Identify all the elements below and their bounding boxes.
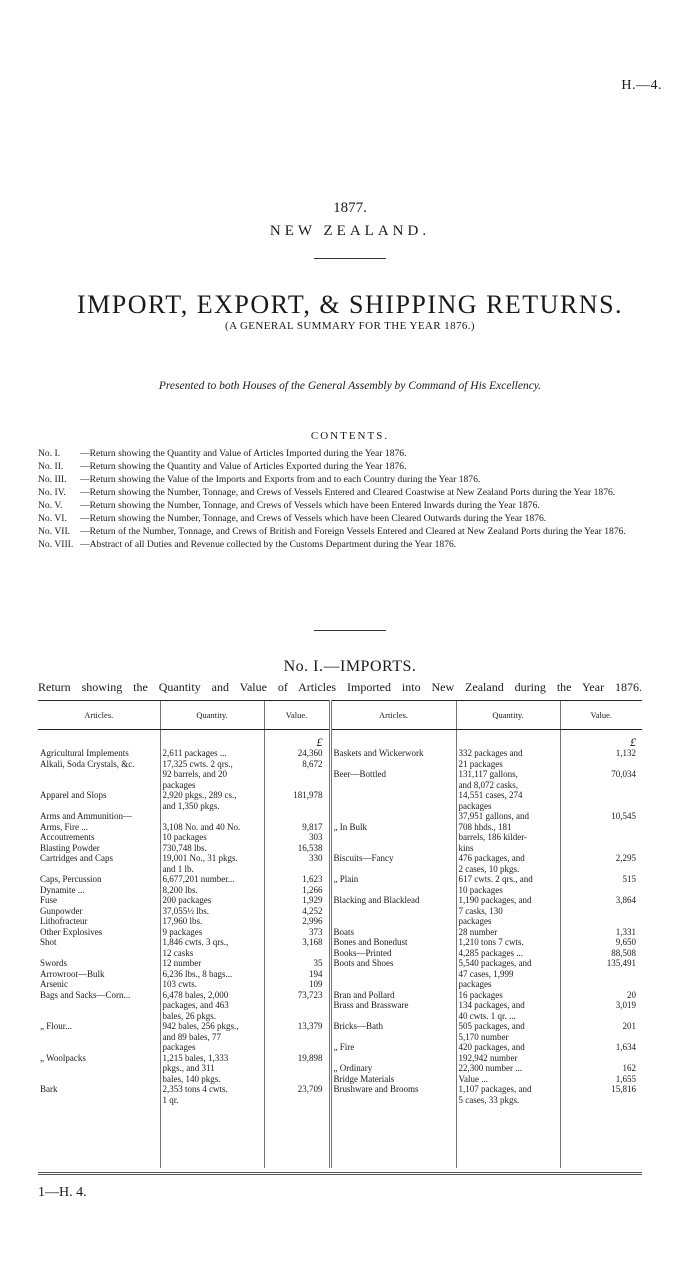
contents-item-text: —Return showing the Number, Tonnage, and Crews of Vessels which have been Cleared Outwards during the Year 1876. (80, 513, 547, 524)
contents-item-text: —Return showing the Number, Tonnage, and Crews of Vessels which have been Entered Inwards during the Year 1876. (80, 500, 540, 511)
table-bottom-rule (38, 1172, 642, 1175)
quantity-column-left: 2,611 packages ... 17,325 cwts. 2 qrs., 92 barrels, and 20 packages 2,920 pkgs., 289 cs., and 1,350 pkgs. 3,108 No. and 40 No. 10 packages 730,748 lbs. 19,001 No., 31 pkgs. and 1 lb. 6,677,201 number... 8,200 lbs. 200 packages 37,055½ lbs. 17,960 lbs. 9 packages 1,846 cwts. 3 qrs., 12 casks 12 number 6,236 lbs., 8 bags... 103 cwts. 6,478 bales, 2,000 packages, and 463 bales, 26 pkgs. 942 bales, 256 pkgs., and 89 bales, 77 packages 1,215 bales, 1,333 pkgs., and 311 bales, 140 pkgs. 2,353 tons 4 cwts. 1 qr. (160, 730, 264, 1169)
contents-item (38, 474, 642, 486)
column-header-value: Value. (264, 701, 330, 730)
value-column-left (264, 730, 330, 1169)
presentation-note: Presented to both Houses of the General Assembly by Command of His Excellency. (158, 380, 542, 392)
contents-item-number: No. I. (38, 448, 61, 459)
document-reference: H.—4. (621, 78, 662, 93)
contents-list (38, 448, 642, 552)
contents-item-number: No. VI. (38, 513, 67, 524)
contents-item-number: No. VII. (38, 526, 71, 537)
currency-symbol: £ (316, 735, 323, 749)
contents-item-number: No. II. (38, 461, 64, 472)
column-header-quantity: Quantity. (456, 701, 560, 730)
contents-item-text: —Return of the Number, Tonnage, and Crews of British and Foreign Vessels Entered and Cleared at New Zealand Ports during the Year 1876. (80, 526, 626, 537)
quantity-column-right: 332 packages and 21 packages 131,117 gallons, and 8,072 casks, 14,551 cases, 274 packages 37,951 gallons, and 708 hhds., 181 barrels, 186 kilder- kins 476 packages, and 2 cases, 10 pkgs. 617 cwts. 2 qrs., and 10 packages 1,190 packages, and 7 casks, 130 packages 28 number 1,210 tons 7 cwts. 4,285 packages ... 5,540 packages, and 47 cases, 1,999 packages 16 packages 134 packages, and 40 cwts. 1 qr. ... 505 packages, and 5,170 number 420 packages, and 192,942 number 22,300 number ... Value ... 1,107 packages, and 5 cases, 33 pkgs. (456, 730, 560, 1169)
page-subtitle: (A GENERAL SUMMARY FOR THE YEAR 1876.) (225, 320, 475, 332)
column-header-quantity: Quantity. (160, 701, 264, 730)
contents-item-text: —Return showing the Quantity and Value of Articles Exported during the Year 1876. (80, 461, 407, 472)
currency-symbol: £ (630, 735, 636, 749)
column-header-articles: Articles. (38, 701, 160, 730)
contents-item-number: No. IV. (38, 487, 66, 498)
sheet-signature: 1—H. 4. (38, 1185, 87, 1200)
table-row (38, 730, 642, 1169)
value-column-right-values: 1,132 70,034 10,545 2,295 515 3,864 1,331 9,650 88,508 135,491 20 3,019 201 1,634 162 1,655 15,816 (606, 748, 636, 1094)
contents-item (38, 448, 642, 460)
column-header-value: Value. (560, 701, 642, 730)
contents-item (38, 526, 642, 538)
value-column-left-values: 24,360 8,672 181,978 9,817 303 16,538 330 1,623 1,266 1,929 4,252 2,996 373 3,168 35 194 109 73,723 13,379 19,898 23,709 (293, 748, 323, 1094)
contents-item-number: No. III. (38, 474, 67, 485)
articles-column-right: Baskets and Wickerwork Beer—Bottled „ In Bulk Biscuits—Fancy „ Plain Blacking and Blacklead Boats Bones and Bonedust Books—Printed Boots and Shoes Bran and Pollard Brass and Brassware Bricks—Bath „ Fire „ Ordinary Bridge Materials Brushware and Brooms (330, 730, 456, 1169)
section-title: No. I.—IMPORTS. (283, 658, 417, 675)
contents-item-text: —Return showing the Quantity and Value of Articles Imported during the Year 1876. (80, 448, 407, 459)
divider (314, 630, 386, 631)
contents-item-text: —Abstract of all Duties and Revenue collected by the Customs Department during the Year 1876. (80, 539, 457, 550)
imports-table (38, 700, 642, 1168)
contents-heading: CONTENTS. (310, 430, 390, 442)
contents-item (38, 500, 642, 512)
page-title: IMPORT, EXPORT, & SHIPPING RETURNS. (76, 290, 624, 319)
column-header-articles: Articles. (330, 701, 456, 730)
country-heading: NEW ZEALAND. (269, 223, 431, 239)
document-year: 1877. (333, 200, 367, 216)
contents-item-text: —Return showing the Value of the Imports and Exports from and to each Country during the Year 1876. (80, 474, 481, 485)
contents-item (38, 461, 642, 473)
articles-column-left: Agricultural Implements Alkali, Soda Crystals, &c. Apparel and Slops Arms and Ammunition— Arms, Fire ... Accoutrements Blasting Powder Cartridges and Caps Caps, Percussion Dynamite ... Fuse Gunpowder Lithofracteur Other Explosives Shot Swords Arrowroot—Bulk Arsenic Bags and Sacks—Corn... „ Flour... „ Woolpacks Bark (40, 748, 135, 1094)
contents-item (38, 487, 642, 499)
section-subtitle: Return showing the Quantity and Value of Articles Imported into New Zealand during the Year 1876. (38, 680, 642, 694)
contents-item (38, 513, 642, 525)
contents-item-text: —Return showing the Number, Tonnage, and Crews of Vessels Entered and Cleared Coastwise at New Zealand Ports during the Year 1876. (80, 487, 616, 498)
value-column-right (560, 730, 642, 1169)
contents-item (38, 539, 642, 551)
contents-item-number: No. V. (38, 500, 63, 511)
divider (314, 258, 386, 259)
contents-item-number: No. VIII. (38, 539, 74, 550)
table-header-row (38, 701, 642, 730)
